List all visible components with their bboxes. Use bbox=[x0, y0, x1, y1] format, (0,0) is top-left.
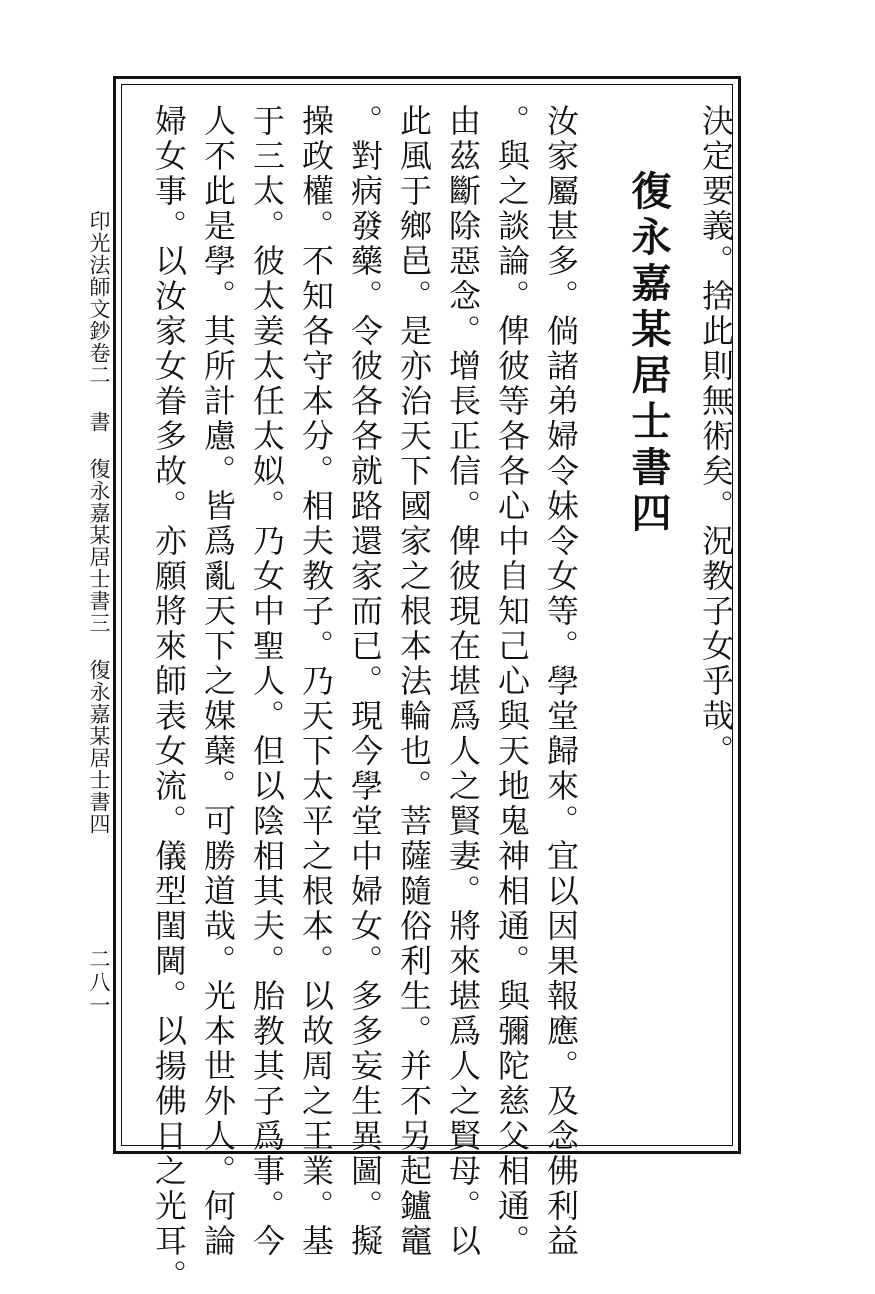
text-column-9: 婦女事。以汝家女眷多故。亦願將來師表女流。儀型閨閫。以揚佛日之光耳。 bbox=[150, 104, 188, 1294]
text-column-1: 汝家屬甚多。倘諸弟婦令妹令女等。學堂歸來。宜以因果報應。及念佛利益 bbox=[542, 104, 580, 1259]
text-column-2: 。與之談論。俾彼等各各心中自知己心與天地鬼神相通。與彌陀慈父相通。 bbox=[493, 104, 531, 1259]
preceding-text-line: 決定要義。捨此則無術矣。況教子女乎哉。 bbox=[697, 104, 735, 769]
text-column-5: 。對病發藥。令彼各各就路還家而已。現今學堂中婦女。多多妄生異圖。擬 bbox=[346, 104, 384, 1259]
margin-running-header: 印光法師文鈔卷二 書 復永嘉某居士書三 復永嘉某居士書四 bbox=[87, 210, 111, 835]
text-column-8: 人不此是學。其所計慮。皆爲亂天下之媒蘖。可勝道哉。光本世外人。何論 bbox=[199, 104, 237, 1259]
text-column-6: 操政權。不知各守本分。相夫教子。乃天下太平之根本。以故周之王業。基 bbox=[297, 104, 335, 1259]
text-column-7: 于三太。彼太姜太任太姒。乃女中聖人。但以陰相其夫。胎教其子爲事。今 bbox=[248, 104, 286, 1259]
letter-title: 復永嘉某居士書四 bbox=[625, 170, 672, 538]
text-column-3: 由茲斷除惡念。增長正信。俾彼現在堪爲人之賢妻。將來堪爲人之賢母。以 bbox=[444, 104, 482, 1259]
page-number: 二八一 bbox=[87, 948, 111, 1017]
text-column-4: 此風于鄉邑。是亦治天下國家之根本法輪也。菩薩隨俗利生。并不另起鑪竈 bbox=[395, 104, 433, 1259]
